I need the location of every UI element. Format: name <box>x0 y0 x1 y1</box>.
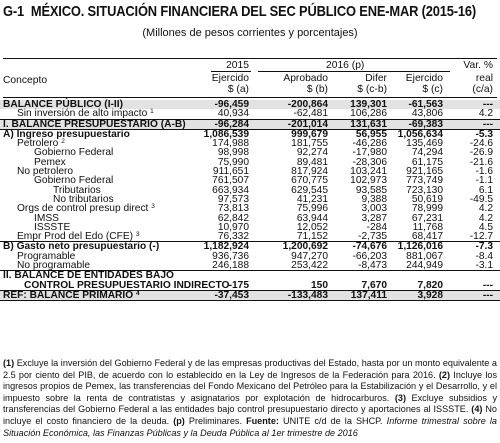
header-c3b: $ (c-b) <box>357 84 387 95</box>
row-label <box>3 291 140 300</box>
note-p-number: (p) <box>173 415 185 426</box>
table-subtitle: (Millones de pesos corrientes y porcentajes) <box>142 27 358 39</box>
cell-diferencia-2016: 9,388 <box>361 193 387 205</box>
cell-aprobado-2016: 253,422 <box>291 260 328 272</box>
header-c5a: real <box>475 73 493 84</box>
cell-ejercido-2016: 7,820 <box>417 279 443 291</box>
cell-ejercido-2016: 50,619 <box>411 193 443 205</box>
header-c1a: Ejercido <box>211 73 249 84</box>
cell-ejercido-2015: 97,573 <box>217 193 249 205</box>
cell-ejercido-2016: 74,294 <box>411 147 443 159</box>
cell-aprobado-2016: -201,014 <box>287 118 328 130</box>
cell-aprobado-2016: 947,270 <box>291 250 328 262</box>
note1-number: (1) <box>3 358 15 368</box>
cell-ejercido-2016: 135,469 <box>406 138 443 150</box>
row-label-text: IMSS <box>34 212 59 224</box>
cell-ejercido-2015: 246,188 <box>212 260 249 272</box>
header-var: Var. % <box>463 60 493 71</box>
row-label-text: Pemex <box>34 156 66 168</box>
cell-aprobado-2016: -200,864 <box>287 99 328 110</box>
cell-aprobado-2016: 629,545 <box>291 184 328 196</box>
row-label-text: II. BALANCE DE ENTIDADES BAJO <box>3 270 174 282</box>
note2-number: (2) <box>438 369 451 380</box>
cell-ejercido-2015: -96,284 <box>214 118 249 130</box>
cell-ejercido-2015: 174,988 <box>212 138 249 150</box>
cell-ejercido-2015: 10,970 <box>217 221 249 233</box>
cell-ejercido-2015: 98,998 <box>217 147 249 159</box>
cell-diferencia-2016: 3,003 <box>361 203 387 215</box>
header-year-2016: 2016 (p) <box>326 60 365 71</box>
cell-ejercido-2015: 73,813 <box>217 203 249 215</box>
cell-var-real: -26.9 <box>469 147 493 159</box>
footnote-ref: 1 <box>150 108 154 116</box>
cell-var-real: -7.3 <box>475 241 493 253</box>
cell-var-real: 4.5 <box>478 221 493 233</box>
cell-diferencia-2016: 139,301 <box>350 99 387 110</box>
cell-aprobado-2016: -62,481 <box>293 108 328 120</box>
cell-var-real: --- <box>482 279 493 291</box>
cell-var-real: -12.7 <box>469 231 493 243</box>
cell-diferencia-2016: 7,670 <box>361 279 387 291</box>
cell-var-real: -49.5 <box>469 193 493 205</box>
cell-ejercido-2015: 911,651 <box>212 166 249 178</box>
cell-diferencia-2016: 102,973 <box>350 175 387 187</box>
cell-aprobado-2016: 150 <box>311 279 328 291</box>
cell-var-real: 4.2 <box>478 203 493 215</box>
footnote-ref: 3 <box>151 203 155 211</box>
cell-ejercido-2015: -96,459 <box>214 99 249 110</box>
cell-ejercido-2016: 67,231 <box>411 212 443 224</box>
cell-ejercido-2015: 663,934 <box>212 184 249 196</box>
cell-diferencia-2016: 3,287 <box>361 212 387 224</box>
row-label <box>3 120 186 129</box>
note3-number: (3) <box>394 392 406 403</box>
cell-ejercido-2015: 40,934 <box>217 108 249 120</box>
source-label: Fuente: <box>246 415 279 426</box>
cell-ejercido-2015: -37,453 <box>214 289 249 301</box>
cell-diferencia-2016: -17,980 <box>352 147 387 159</box>
cell-aprobado-2016: 670,775 <box>291 175 328 187</box>
cell-ejercido-2015: 75,990 <box>217 156 249 168</box>
row-label-text: BALANCE PÚBLICO (I-II) <box>3 99 123 110</box>
cell-var-real: 6.1 <box>478 184 493 196</box>
row-label-text: Orgs de control presup direct <box>17 203 149 215</box>
cell-ejercido-2015: 936,736 <box>212 250 249 262</box>
header-2016-rule <box>258 71 450 72</box>
cell-var-real: -3.1 <box>475 260 493 272</box>
table-row <box>0 291 500 301</box>
cell-var-real: -24.6 <box>469 138 493 150</box>
row-label-text: REF: BALANCE PRIMARIO <box>3 289 134 301</box>
cell-ejercido-2016: 68,417 <box>411 231 443 243</box>
row-label <box>24 281 229 290</box>
row-label-text: Gobierno Federal <box>34 175 114 187</box>
cell-diferencia-2016: 56,955 <box>355 128 387 140</box>
table-title: MÉXICO. SITUACIÓN FINANCIERA DEL SEC PÚBLICO ENE-MAR (2015-16) <box>30 3 477 20</box>
footnote-ref: 3 <box>135 231 140 239</box>
header-c5b: (c/a) <box>472 84 493 95</box>
cell-diferencia-2016: -74,676 <box>352 241 387 253</box>
cell-ejercido-2016: 244,949 <box>406 260 443 272</box>
cell-aprobado-2016: 12,052 <box>296 221 328 233</box>
header-year-2015: 2015 <box>226 60 249 71</box>
footnotes <box>3 358 497 439</box>
row-label-text: B) Gasto neto presupuestario (-) <box>3 241 160 253</box>
cell-ejercido-2015: 761,507 <box>212 175 249 187</box>
cell-ejercido-2016: 43,806 <box>411 108 443 120</box>
header-c1b: $ (a) <box>227 84 249 95</box>
row-label-text: ISSSTE <box>34 221 71 233</box>
cell-ejercido-2015: 1,086,539 <box>203 128 249 140</box>
cell-ejercido-2015: -175 <box>228 279 249 291</box>
cell-var-real: -5.3 <box>475 128 493 140</box>
header-top-rule <box>3 58 497 59</box>
cell-diferencia-2016: -28,306 <box>352 156 387 168</box>
cell-aprobado-2016: 41,231 <box>296 193 328 205</box>
note2-text: Incluye los ingresos propios de Pemex, las transferencias del Fondo Mexicano del Petróleo para la Estabilización y el Desarrollo, y el impuesto sobre la renta de contratistas y asignatarios por explotación de hidrocarburos. <box>3 369 497 403</box>
cell-aprobado-2016: -133,483 <box>287 289 328 301</box>
cell-diferencia-2016: 93,585 <box>355 184 387 196</box>
cell-var-real: -8.4 <box>475 250 493 262</box>
cell-ejercido-2016: 61,175 <box>411 156 443 168</box>
cell-aprobado-2016: 92,274 <box>296 147 328 159</box>
note1-text: Excluye la inversión del Gobierno Federal y de las empresas productivas del Estado, hasta por un monto equivalente a 2.5 por ciento del PIB, de acuerdo con lo establecido en la Ley de Ingresos de la Federación para 2016. <box>3 358 497 380</box>
cell-diferencia-2016: -284 <box>366 221 387 233</box>
cell-aprobado-2016: 89,481 <box>296 156 328 168</box>
note3-text: Excluye subsidios y transferencias del Gobierno Federal a las entidades bajo control presupuestario directo y aportaciones al ISSSTE. <box>3 392 497 415</box>
cell-ejercido-2016: 11,768 <box>412 221 443 233</box>
cell-diferencia-2016: 103,241 <box>350 166 387 178</box>
cell-var-real: 4.2 <box>478 108 493 120</box>
row-label-text: No tributarios <box>53 193 114 205</box>
cell-aprobado-2016: 181,755 <box>291 138 328 150</box>
cell-aprobado-2016: 1,200,692 <box>282 241 328 253</box>
cell-var-real: --- <box>482 118 493 130</box>
cell-diferencia-2016: -66,203 <box>352 250 387 262</box>
cell-diferencia-2016: -46,286 <box>352 138 387 150</box>
cell-ejercido-2016: 3,928 <box>417 289 443 301</box>
cell-var-real: --- <box>482 99 493 110</box>
note4-text: No incluye el costo financiero de la deuda. <box>3 404 497 426</box>
header-concept: Concepto <box>3 75 48 86</box>
cell-ejercido-2016: 723,130 <box>406 184 443 196</box>
header-c2a: Aprobado <box>283 73 328 84</box>
header-bottom-rule <box>3 97 497 98</box>
cell-ejercido-2016: 1,126,016 <box>397 241 443 253</box>
cell-ejercido-2015: 76,332 <box>217 231 249 243</box>
cell-ejercido-2016: 773,749 <box>406 175 443 187</box>
cell-var-real: -1.1 <box>475 175 493 187</box>
cell-var-real: -1.6 <box>475 166 493 178</box>
footnote-ref: 4 <box>136 289 140 297</box>
header-c4b: $ (c) <box>422 84 443 95</box>
row-label-text: CONTROL PRESUPUESTARIO INDIRECTO <box>24 279 230 291</box>
cell-ejercido-2016: 881,067 <box>406 250 443 262</box>
cell-ejercido-2016: 1,056,634 <box>397 128 443 140</box>
cell-var-real: --- <box>482 289 493 301</box>
row-label-text: No petrolero <box>17 166 74 178</box>
cell-var-real: 4.2 <box>478 212 493 224</box>
row-label <box>17 109 154 118</box>
cell-diferencia-2016: 137,411 <box>350 289 387 301</box>
row-label <box>17 232 140 241</box>
row-label-text: Tributarios <box>53 184 101 196</box>
cell-diferencia-2016: -8,473 <box>358 260 387 272</box>
row-label <box>17 261 90 270</box>
source-text: UNITE c/d de la SHCP. <box>278 415 387 426</box>
row-label-text: I. BALANCE PRESUPUESTARIO (A-B) <box>3 118 186 130</box>
source-publication: Informe trimestral sobre la Situación Económica, las Finanzas Públicas y la Deuda Pública al 1er trimestre de 2016 <box>3 415 497 438</box>
header-c3a: Difer <box>365 73 387 84</box>
cell-diferencia-2016: -2,735 <box>358 231 387 243</box>
header-c2b: $ (b) <box>306 84 328 95</box>
cell-diferencia-2016: 106,286 <box>350 108 387 120</box>
row-label-text: Empr Prod del Edo (CFE) <box>17 231 134 243</box>
cell-ejercido-2015: 62,842 <box>217 212 249 224</box>
row-label-text: Petrolero <box>17 138 59 150</box>
footnote-ref: 2 <box>61 138 65 146</box>
row-label-text: No programable <box>17 260 91 272</box>
cell-ejercido-2016: -69,383 <box>408 118 443 130</box>
table-code: G-1 <box>3 3 24 20</box>
row-label-text: Sin inversión de alto impacto <box>17 108 148 120</box>
cell-diferencia-2016: 131,631 <box>350 118 387 130</box>
cell-aprobado-2016: 817,924 <box>291 166 328 178</box>
row-label-text: Gobierno Federal <box>34 147 114 159</box>
row-label-text: Programable <box>17 250 76 262</box>
cell-ejercido-2016: 921,165 <box>406 166 443 178</box>
cell-ejercido-2015: 1,182,924 <box>203 241 249 253</box>
cell-aprobado-2016: 999,679 <box>291 128 328 140</box>
header-2015-rule <box>211 71 251 72</box>
note4-number: (4) <box>471 404 483 415</box>
cell-aprobado-2016: 75,996 <box>296 203 328 215</box>
header-c4a: Ejercido <box>405 73 443 84</box>
cell-var-real: -21.6 <box>469 156 493 168</box>
cell-ejercido-2016: -61,563 <box>408 99 443 110</box>
note-p-text: Preliminares. <box>184 415 247 426</box>
data-table <box>0 100 500 301</box>
row-label-text: A) Ingreso presupuestario <box>3 128 130 140</box>
cell-aprobado-2016: 63,944 <box>296 212 328 224</box>
cell-aprobado-2016: 71,152 <box>296 231 328 243</box>
cell-ejercido-2016: 78,999 <box>411 203 443 215</box>
page-title <box>3 3 477 20</box>
